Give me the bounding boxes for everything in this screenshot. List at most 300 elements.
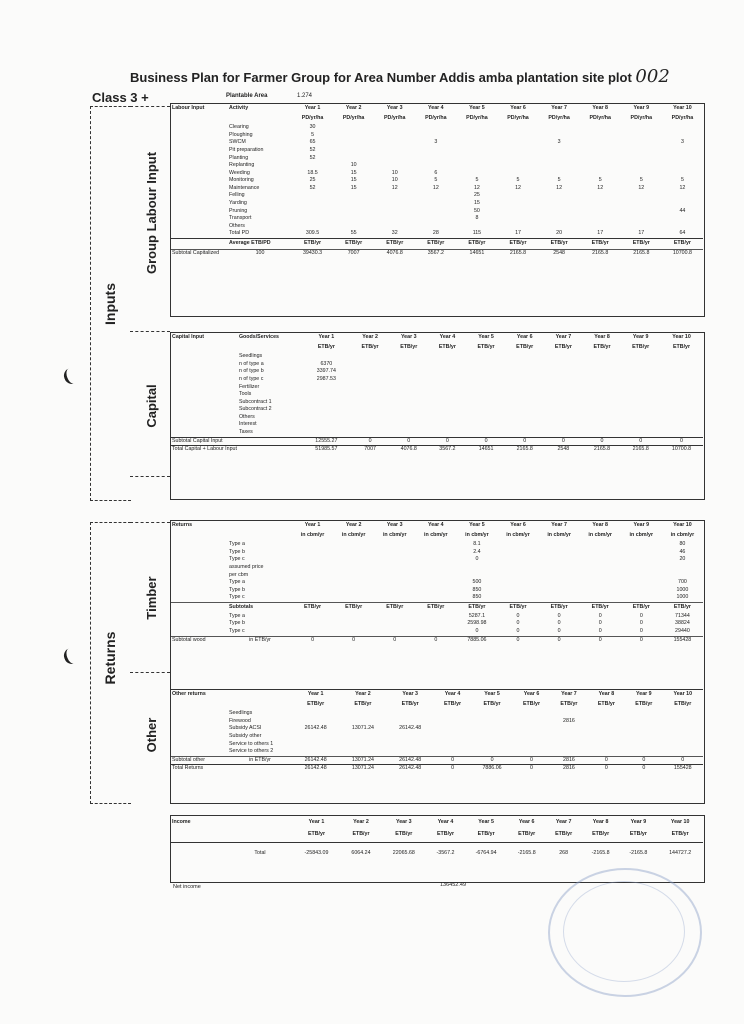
year-header: Year 3 bbox=[400, 334, 417, 341]
value-cell: 13071.24 bbox=[339, 765, 386, 773]
value-cell bbox=[497, 556, 538, 564]
value-cell: 13071.24 bbox=[351, 725, 374, 732]
value-cell bbox=[389, 353, 428, 361]
unit-header: ETB/yr bbox=[415, 602, 456, 613]
value-cell bbox=[505, 406, 544, 414]
value-cell bbox=[660, 414, 703, 422]
year-header: Year 2 bbox=[339, 690, 386, 701]
value-cell bbox=[339, 740, 386, 748]
unit-header: ETB/yr bbox=[477, 344, 495, 351]
row-label: Type c bbox=[229, 628, 245, 635]
value-cell bbox=[415, 200, 456, 208]
value-cell bbox=[544, 383, 583, 391]
table-cell bbox=[171, 124, 228, 132]
value-cell bbox=[415, 132, 456, 140]
row-label: Type c bbox=[229, 594, 245, 601]
value-cell: 15 bbox=[350, 177, 357, 184]
year-header: Year 5 bbox=[471, 690, 513, 701]
row-label: assumed price bbox=[229, 563, 264, 570]
value-cell bbox=[333, 556, 374, 564]
value-cell: 17 bbox=[597, 230, 604, 237]
unit-header: in cbm/yr bbox=[465, 532, 489, 539]
value-cell bbox=[583, 361, 622, 369]
year-header: Year 3 bbox=[395, 819, 412, 826]
table-cell bbox=[171, 154, 228, 162]
value-cell: 39430.3 bbox=[292, 249, 333, 257]
value-cell: 0 bbox=[625, 756, 662, 765]
value-cell bbox=[415, 223, 456, 231]
other-side-label: Other bbox=[144, 717, 159, 753]
value-cell bbox=[374, 162, 415, 170]
value-cell bbox=[292, 200, 333, 208]
value-cell bbox=[292, 613, 333, 621]
value-cell bbox=[497, 124, 538, 132]
divider bbox=[130, 476, 170, 477]
value-cell: 850 bbox=[472, 586, 482, 593]
value-cell bbox=[505, 391, 544, 399]
value-cell: in ETB/yr bbox=[228, 756, 292, 765]
value-cell bbox=[238, 446, 302, 454]
unit-header: ETB/yr bbox=[497, 602, 538, 613]
column-head-label: Goods/Services bbox=[238, 334, 279, 341]
value-cell: 3 bbox=[434, 139, 438, 146]
value-cell bbox=[467, 406, 506, 414]
unit-header: PD/yr/ha bbox=[342, 115, 365, 122]
table-row bbox=[171, 185, 703, 193]
unit-header: PD/yr/ha bbox=[589, 115, 611, 122]
value-cell bbox=[497, 200, 538, 208]
value-cell: -2165.8 bbox=[508, 842, 546, 865]
value-cell: 8.1 bbox=[473, 541, 481, 548]
value-cell bbox=[374, 628, 415, 636]
value-cell bbox=[292, 571, 333, 579]
value-cell: 18.5 bbox=[307, 169, 318, 176]
value-cell: 0 bbox=[639, 628, 643, 635]
value-cell bbox=[389, 391, 428, 399]
plantable-area-label: Plantable Area bbox=[226, 93, 268, 99]
table-cell bbox=[228, 114, 292, 124]
table-cell bbox=[171, 192, 228, 200]
table-row bbox=[171, 192, 703, 200]
value-cell: -3567.2 bbox=[427, 842, 465, 865]
value-cell bbox=[621, 414, 660, 422]
value-cell bbox=[374, 594, 415, 602]
value-cell: 0 bbox=[580, 636, 621, 644]
table-row bbox=[171, 368, 703, 376]
value-cell bbox=[544, 414, 583, 422]
unit-header: ETB/yr bbox=[317, 344, 335, 351]
value-cell: 50 bbox=[473, 207, 480, 214]
year-header: Year 10 bbox=[663, 690, 703, 701]
value-cell bbox=[580, 147, 621, 155]
value-cell bbox=[471, 710, 513, 718]
year-header: Year 7 bbox=[551, 105, 567, 112]
value-cell: 30 bbox=[309, 124, 316, 131]
table-cell bbox=[171, 208, 228, 216]
table-row bbox=[171, 132, 703, 140]
value-cell bbox=[467, 414, 506, 422]
value-cell: 0 bbox=[434, 765, 471, 773]
row-label: Maintenance bbox=[229, 184, 260, 191]
value-cell: 7007 bbox=[333, 249, 374, 257]
row-label: Interest bbox=[238, 421, 257, 428]
table-cell bbox=[171, 628, 228, 636]
table-row bbox=[171, 710, 703, 718]
value-cell bbox=[663, 718, 703, 726]
value-cell bbox=[374, 132, 415, 140]
year-header: Year 7 bbox=[551, 522, 567, 529]
row-label: Clearing bbox=[229, 124, 249, 131]
value-cell bbox=[428, 429, 467, 437]
table-cell bbox=[171, 733, 228, 741]
year-header: Year 10 bbox=[670, 819, 690, 826]
value-cell bbox=[292, 748, 339, 756]
value-cell bbox=[428, 406, 467, 414]
value-cell: 32 bbox=[391, 230, 398, 237]
value-cell: 0 bbox=[516, 612, 520, 619]
row-label: Subcontract 2 bbox=[238, 406, 272, 413]
value-cell bbox=[387, 718, 434, 726]
row-label: Transport bbox=[229, 215, 252, 222]
value-cell bbox=[583, 414, 622, 422]
row-label: Type a bbox=[229, 579, 245, 586]
value-cell: 0 bbox=[333, 636, 374, 644]
year-header: Year 9 bbox=[633, 522, 650, 529]
class-label: Class 3 + bbox=[92, 90, 149, 105]
section-head-label: Labour Input bbox=[172, 105, 205, 112]
value-cell bbox=[351, 406, 390, 414]
value-cell bbox=[662, 192, 703, 200]
unit-header: ETB/yr bbox=[352, 831, 370, 838]
table-row bbox=[171, 170, 703, 178]
value-cell bbox=[292, 192, 333, 200]
table-row bbox=[171, 718, 703, 726]
table-row bbox=[171, 620, 703, 628]
value-cell: 10700.8 bbox=[660, 446, 703, 454]
value-cell: 3567.2 bbox=[428, 446, 467, 454]
value-cell: 12 bbox=[473, 184, 480, 191]
value-cell: 10 bbox=[391, 169, 398, 176]
value-cell bbox=[505, 383, 544, 391]
year-header: Year 6 bbox=[513, 690, 550, 701]
table-row bbox=[171, 114, 703, 124]
value-cell: 0 bbox=[434, 756, 471, 765]
value-cell bbox=[539, 556, 580, 564]
table-cell bbox=[171, 361, 238, 369]
column-head-label bbox=[228, 690, 292, 701]
value-cell: 0 bbox=[544, 437, 583, 446]
value-cell bbox=[415, 594, 456, 602]
value-cell: 52 bbox=[309, 184, 316, 191]
row-label: Firewood bbox=[229, 717, 251, 724]
value-cell: 2165.8 bbox=[580, 249, 621, 257]
punch-hole-mark bbox=[62, 366, 82, 386]
table-cell bbox=[171, 376, 238, 384]
row-label: Total Capital + Labour Input bbox=[172, 446, 237, 453]
row-label: Pruning bbox=[229, 207, 248, 214]
value-cell: 20 bbox=[556, 230, 563, 237]
unit-header: in cbm/yr bbox=[670, 532, 695, 539]
value-cell: 22065.68 bbox=[381, 842, 427, 865]
value-cell bbox=[333, 613, 374, 621]
unit-header: ETB/yr bbox=[516, 344, 534, 351]
value-cell: 8 bbox=[475, 215, 479, 222]
value-cell: 10700.8 bbox=[662, 249, 703, 257]
year-header: Year 9 bbox=[625, 690, 662, 701]
value-cell bbox=[428, 383, 467, 391]
table-cell bbox=[171, 725, 228, 733]
value-cell: 26142.48 bbox=[387, 756, 434, 765]
value-cell bbox=[621, 549, 662, 557]
year-header: Year 7 bbox=[555, 819, 572, 826]
value-cell: 5 bbox=[516, 177, 520, 184]
unit-header: ETB/yr bbox=[632, 344, 650, 351]
table-cell bbox=[238, 343, 302, 353]
unit-header: ETB/yr bbox=[674, 701, 692, 708]
value-cell bbox=[550, 710, 587, 718]
unit-header: PD/yr/ha bbox=[425, 115, 447, 122]
year-header: Year 9 bbox=[633, 105, 650, 112]
value-cell bbox=[662, 147, 703, 155]
table-row bbox=[171, 564, 703, 572]
value-cell bbox=[580, 162, 621, 170]
unit-header: ETB/yr bbox=[374, 238, 415, 249]
table-row bbox=[171, 343, 703, 353]
row-label: n of type c bbox=[238, 375, 264, 382]
value-cell bbox=[292, 162, 333, 170]
value-cell: 2816 bbox=[550, 765, 587, 773]
row-label: Average ETB/PD bbox=[228, 238, 292, 249]
value-cell bbox=[583, 353, 622, 361]
row-label: Type b bbox=[229, 586, 245, 593]
value-cell bbox=[621, 383, 660, 391]
value-cell bbox=[621, 223, 662, 231]
table-row bbox=[171, 249, 703, 257]
row-label: Others bbox=[229, 222, 245, 229]
unit-header: ETB/yr bbox=[400, 344, 418, 351]
year-header: Year 2 bbox=[353, 819, 369, 826]
value-cell bbox=[513, 725, 550, 733]
value-cell bbox=[662, 154, 703, 162]
year-header: Year 8 bbox=[588, 690, 625, 701]
value-cell bbox=[415, 192, 456, 200]
row-label: Subtotal Capitalized bbox=[171, 249, 228, 257]
value-cell bbox=[621, 429, 660, 437]
table-row bbox=[171, 223, 703, 231]
row-label: Ploughing bbox=[229, 131, 253, 138]
table-row bbox=[171, 414, 703, 422]
value-cell bbox=[351, 399, 390, 407]
value-cell bbox=[415, 620, 456, 628]
value-cell bbox=[621, 170, 662, 178]
value-cell bbox=[428, 421, 467, 429]
value-cell: 3 bbox=[680, 139, 684, 146]
value-cell bbox=[505, 376, 544, 384]
table-cell bbox=[171, 700, 228, 710]
value-cell bbox=[660, 399, 703, 407]
value-cell bbox=[505, 368, 544, 376]
value-cell bbox=[662, 215, 703, 223]
value-cell: 0 bbox=[516, 620, 520, 627]
table-cell bbox=[228, 828, 292, 842]
unit-header: ETB/yr bbox=[597, 701, 615, 708]
unit-header: ETB/yr bbox=[672, 344, 691, 351]
value-cell: 17 bbox=[638, 230, 645, 237]
table-cell bbox=[171, 223, 228, 231]
value-cell bbox=[588, 733, 625, 741]
value-cell bbox=[544, 361, 583, 369]
row-label bbox=[171, 842, 228, 865]
value-cell bbox=[292, 556, 333, 564]
value-cell bbox=[374, 620, 415, 628]
value-cell bbox=[333, 192, 374, 200]
value-cell: 0 bbox=[663, 756, 703, 765]
row-label: Total Returns bbox=[171, 765, 228, 773]
value-cell bbox=[333, 139, 374, 147]
value-cell: 0 bbox=[660, 437, 703, 446]
unit-header: PD/yr/ha bbox=[507, 115, 529, 122]
value-cell bbox=[580, 154, 621, 162]
table-row bbox=[171, 521, 703, 531]
value-cell: 20 bbox=[679, 556, 686, 563]
value-cell bbox=[456, 170, 497, 178]
value-cell bbox=[333, 208, 374, 216]
value-cell: 29440 bbox=[675, 628, 690, 635]
year-header: Year 5 bbox=[478, 334, 494, 341]
value-cell: 13071.24 bbox=[339, 756, 386, 765]
value-cell bbox=[544, 368, 583, 376]
value-cell bbox=[505, 399, 544, 407]
table-row bbox=[171, 139, 703, 147]
unit-header: ETB/yr bbox=[438, 344, 456, 351]
value-cell bbox=[374, 215, 415, 223]
value-cell bbox=[415, 162, 456, 170]
value-cell bbox=[539, 594, 580, 602]
table-row bbox=[171, 628, 703, 636]
value-cell bbox=[467, 368, 506, 376]
table-row bbox=[171, 579, 703, 587]
value-cell bbox=[539, 223, 580, 231]
value-cell bbox=[456, 223, 497, 231]
value-cell: 25 bbox=[309, 177, 316, 184]
value-cell bbox=[292, 549, 333, 557]
value-cell bbox=[539, 200, 580, 208]
value-cell bbox=[302, 414, 351, 422]
value-cell bbox=[580, 223, 621, 231]
unit-header: PD/yr/ha bbox=[466, 115, 488, 122]
value-cell bbox=[333, 132, 374, 140]
value-cell bbox=[456, 132, 497, 140]
value-cell bbox=[415, 579, 456, 587]
value-cell bbox=[580, 556, 621, 564]
value-cell: 2165.8 bbox=[583, 446, 622, 454]
table-cell bbox=[171, 238, 228, 249]
divider bbox=[130, 522, 170, 523]
table-row bbox=[171, 602, 703, 613]
value-cell bbox=[621, 556, 662, 564]
value-cell: 0 bbox=[516, 628, 520, 635]
unit-header: ETB/yr bbox=[333, 602, 374, 613]
table-cell bbox=[171, 200, 228, 208]
value-cell: 12 bbox=[515, 184, 521, 191]
value-cell bbox=[415, 215, 456, 223]
row-label: Service to others 2 bbox=[229, 748, 274, 755]
value-cell bbox=[505, 353, 544, 361]
table-cell bbox=[171, 710, 228, 718]
value-cell: 2548 bbox=[539, 249, 580, 257]
value-cell bbox=[374, 556, 415, 564]
table-row bbox=[171, 353, 703, 361]
table-row bbox=[171, 215, 703, 223]
row-label: Monitoring bbox=[229, 177, 254, 184]
value-cell bbox=[415, 564, 456, 572]
unit-header: PD/yr/ha bbox=[548, 115, 570, 122]
value-cell: 0 bbox=[583, 437, 622, 446]
table-row bbox=[171, 162, 703, 170]
value-cell bbox=[539, 162, 580, 170]
section-head-label: Other returns bbox=[171, 690, 228, 701]
unit-header: ETB/yr bbox=[560, 701, 578, 708]
value-cell bbox=[292, 620, 333, 628]
value-cell bbox=[621, 571, 662, 579]
value-cell: 10 bbox=[350, 162, 357, 169]
value-cell bbox=[580, 579, 621, 587]
value-cell bbox=[621, 541, 662, 549]
value-cell: 0 bbox=[598, 620, 602, 627]
value-cell bbox=[292, 587, 333, 595]
year-header: Year 10 bbox=[672, 334, 691, 341]
year-header: Year 2 bbox=[345, 522, 362, 529]
value-cell bbox=[621, 200, 662, 208]
value-cell bbox=[588, 725, 625, 733]
labour-table bbox=[171, 104, 703, 258]
value-cell bbox=[539, 132, 580, 140]
unit-header: ETB/yr bbox=[444, 701, 462, 708]
value-cell bbox=[497, 208, 538, 216]
value-cell: 51985.57 bbox=[302, 446, 351, 454]
unit-header: ETB/yr bbox=[477, 831, 495, 838]
value-cell bbox=[663, 740, 703, 748]
value-cell bbox=[387, 710, 434, 718]
value-cell bbox=[292, 215, 333, 223]
table-row bbox=[171, 765, 703, 773]
value-cell bbox=[374, 192, 415, 200]
value-cell: 115 bbox=[472, 230, 482, 237]
value-cell bbox=[456, 162, 497, 170]
value-cell bbox=[333, 587, 374, 595]
row-label: Fertilizer bbox=[238, 383, 260, 390]
value-cell bbox=[583, 383, 622, 391]
value-cell bbox=[351, 414, 390, 422]
unit-header: ETB/yr bbox=[456, 238, 497, 249]
value-cell bbox=[588, 710, 625, 718]
value-cell bbox=[550, 733, 587, 741]
value-cell bbox=[580, 587, 621, 595]
row-label: Planting bbox=[229, 154, 249, 161]
value-cell: 12 bbox=[597, 184, 604, 191]
unit-header: ETB/yr bbox=[580, 602, 621, 613]
value-cell bbox=[580, 208, 621, 216]
value-cell: 26142.48 bbox=[304, 725, 327, 732]
value-cell: Total bbox=[228, 842, 292, 865]
value-cell bbox=[374, 139, 415, 147]
value-cell bbox=[302, 391, 351, 399]
table-cell bbox=[171, 549, 228, 557]
table-cell bbox=[171, 368, 238, 376]
value-cell: 0 bbox=[588, 756, 625, 765]
value-cell bbox=[456, 571, 497, 579]
value-cell bbox=[539, 147, 580, 155]
